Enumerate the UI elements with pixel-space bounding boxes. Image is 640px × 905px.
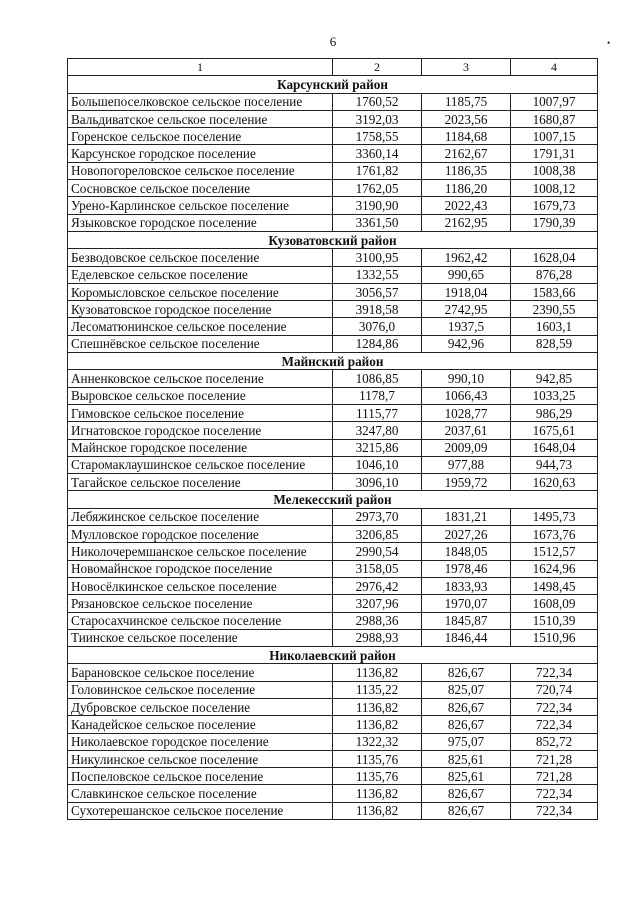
table-row [68,664,598,681]
table-row [68,197,598,214]
table-row [68,612,598,629]
value-col-4: 1603,1 [511,318,598,335]
value-col-4: 986,29 [511,404,598,421]
table-row [68,733,598,750]
table-row [68,716,598,733]
value-col-3: 1028,77 [422,404,511,421]
value-col-2: 1136,82 [333,716,422,733]
value-col-2: 1136,82 [333,664,422,681]
value-col-4: 942,85 [511,370,598,387]
tariff-table [67,58,598,820]
table-row [68,768,598,785]
value-col-4: 1673,76 [511,526,598,543]
district-name: Майнский район [68,353,598,370]
value-col-4: 852,72 [511,733,598,750]
table-row [68,214,598,231]
value-col-4: 1620,63 [511,474,598,491]
value-col-4: 1498,45 [511,577,598,594]
value-col-2: 3360,14 [333,145,422,162]
value-col-3: 1831,21 [422,508,511,525]
value-col-2: 1136,82 [333,802,422,819]
value-col-3: 990,10 [422,370,511,387]
value-col-2: 3190,90 [333,197,422,214]
value-col-4: 1510,96 [511,629,598,646]
value-col-3: 2742,95 [422,301,511,318]
district-name: Николаевский район [68,647,598,664]
settlement-name: Тагайское сельское поселение [68,474,333,491]
value-col-2: 3096,10 [333,474,422,491]
value-col-2: 1178,7 [333,387,422,404]
value-col-3: 826,67 [422,802,511,819]
table-row [68,629,598,646]
settlement-name: Анненковское сельское поселение [68,370,333,387]
table-row [68,750,598,767]
value-col-2: 3192,03 [333,110,422,127]
table-row [68,249,598,266]
settlement-name: Кузоватовское городское поселение [68,301,333,318]
value-col-4: 2390,55 [511,301,598,318]
value-col-2: 3056,57 [333,283,422,300]
value-col-3: 1848,05 [422,543,511,560]
table-row [68,456,598,473]
table-row [68,681,598,698]
value-col-3: 1962,42 [422,249,511,266]
value-col-3: 1846,44 [422,629,511,646]
settlement-name: Николаевское городское поселение [68,733,333,750]
settlement-name: Сухотерешанское сельское поселение [68,802,333,819]
settlement-name: Игнатовское городское поселение [68,422,333,439]
value-col-3: 826,67 [422,698,511,715]
value-col-3: 1845,87 [422,612,511,629]
value-col-3: 1970,07 [422,595,511,612]
settlement-name: Мулловское городское поселение [68,526,333,543]
value-col-3: 826,67 [422,785,511,802]
value-col-3: 2162,67 [422,145,511,162]
value-col-2: 3076,0 [333,318,422,335]
value-col-2: 3215,86 [333,439,422,456]
settlement-name: Николочеремшанское сельское поселение [68,543,333,560]
district-name: Карсунский район [68,76,598,93]
settlement-name: Тиинское сельское поселение [68,629,333,646]
table-row [68,543,598,560]
table-row [68,266,598,283]
value-col-4: 1648,04 [511,439,598,456]
settlement-name: Сосновское сельское поселение [68,180,333,197]
value-col-3: 975,07 [422,733,511,750]
value-col-2: 2973,70 [333,508,422,525]
value-col-4: 1008,12 [511,180,598,197]
value-col-3: 977,88 [422,456,511,473]
settlement-name: Славкинское сельское поселение [68,785,333,802]
settlement-name: Рязановское сельское поселение [68,595,333,612]
settlement-name: Старосахчинское сельское поселение [68,612,333,629]
value-col-4: 722,34 [511,716,598,733]
column-header: 4 [511,59,598,76]
settlement-name: Безводовское сельское поселение [68,249,333,266]
table-row [68,387,598,404]
settlement-name: Канадейское сельское поселение [68,716,333,733]
value-col-2: 1322,32 [333,733,422,750]
value-col-4: 1583,66 [511,283,598,300]
value-col-3: 2027,26 [422,526,511,543]
value-col-3: 2162,95 [422,214,511,231]
settlement-name: Вальдиватское сельское поселение [68,110,333,127]
value-col-2: 1136,82 [333,698,422,715]
settlement-name: Гимовское сельское поселение [68,404,333,421]
table-row [68,595,598,612]
value-col-3: 826,67 [422,716,511,733]
district-header-row [68,491,598,508]
value-col-3: 1918,04 [422,283,511,300]
value-col-2: 3918,58 [333,301,422,318]
value-col-4: 1624,96 [511,560,598,577]
value-col-4: 1512,57 [511,543,598,560]
settlement-name: Дубровское сельское поселение [68,698,333,715]
value-col-4: 1510,39 [511,612,598,629]
corner-mark: • [607,38,611,48]
value-col-2: 2988,93 [333,629,422,646]
settlement-name: Урено-Карлинское сельское поселение [68,197,333,214]
value-col-4: 1790,39 [511,214,598,231]
table-row [68,283,598,300]
value-col-3: 1185,75 [422,93,511,110]
value-col-2: 2988,36 [333,612,422,629]
value-col-3: 942,96 [422,335,511,352]
value-col-4: 1628,04 [511,249,598,266]
settlement-name: Языковское городское поселение [68,214,333,231]
settlement-name: Головинское сельское поселение [68,681,333,698]
settlement-name: Старомаклаушинское сельское поселение [68,456,333,473]
value-col-4: 1675,61 [511,422,598,439]
page-number: 6 [329,34,337,49]
header-row [68,59,598,76]
table-row [68,162,598,179]
value-col-3: 825,61 [422,768,511,785]
value-col-3: 2037,61 [422,422,511,439]
value-col-2: 3207,96 [333,595,422,612]
district-header-row [68,231,598,248]
settlement-name: Новосёлкинское сельское поселение [68,577,333,594]
value-col-2: 1761,82 [333,162,422,179]
column-header: 1 [68,59,333,76]
value-col-4: 1008,38 [511,162,598,179]
district-name: Кузоватовский район [68,231,598,248]
value-col-4: 876,28 [511,266,598,283]
table-row [68,110,598,127]
value-col-4: 944,73 [511,456,598,473]
table-row [68,422,598,439]
value-col-2: 2990,54 [333,543,422,560]
table-row [68,802,598,819]
settlement-name: Лесоматюнинское сельское поселение [68,318,333,335]
district-header-row [68,353,598,370]
value-col-4: 1608,09 [511,595,598,612]
table-row [68,785,598,802]
table-row [68,698,598,715]
settlement-name: Спешнёвское сельское поселение [68,335,333,352]
settlement-name: Еделевское сельское поселение [68,266,333,283]
value-col-4: 1033,25 [511,387,598,404]
settlement-name: Выровское сельское поселение [68,387,333,404]
table-row [68,526,598,543]
table-row [68,128,598,145]
value-col-2: 3206,85 [333,526,422,543]
value-col-3: 1833,93 [422,577,511,594]
district-name: Мелекесский район [68,491,598,508]
value-col-2: 1136,82 [333,785,422,802]
value-col-2: 1135,22 [333,681,422,698]
settlement-name: Майнское городское поселение [68,439,333,456]
settlement-name: Барановское сельское поселение [68,664,333,681]
value-col-3: 990,65 [422,266,511,283]
value-col-2: 1284,86 [333,335,422,352]
value-col-4: 828,59 [511,335,598,352]
value-col-2: 3100,95 [333,249,422,266]
value-col-3: 2009,09 [422,439,511,456]
settlement-name: Карсунское городское поселение [68,145,333,162]
table-row [68,474,598,491]
value-col-3: 1184,68 [422,128,511,145]
value-col-3: 826,67 [422,664,511,681]
table-row [68,93,598,110]
value-col-4: 721,28 [511,768,598,785]
value-col-4: 722,34 [511,785,598,802]
value-col-2: 1115,77 [333,404,422,421]
value-col-4: 1791,31 [511,145,598,162]
value-col-2: 1760,52 [333,93,422,110]
table-row [68,404,598,421]
value-col-3: 825,61 [422,750,511,767]
value-col-3: 2023,56 [422,110,511,127]
table-row [68,335,598,352]
value-col-2: 1758,55 [333,128,422,145]
table-row [68,301,598,318]
value-col-2: 2976,42 [333,577,422,594]
value-col-4: 720,74 [511,681,598,698]
value-col-4: 721,28 [511,750,598,767]
settlement-name: Лебяжинское сельское поселение [68,508,333,525]
column-header: 3 [422,59,511,76]
table-row [68,318,598,335]
value-col-3: 1066,43 [422,387,511,404]
value-col-3: 825,07 [422,681,511,698]
value-col-4: 1007,15 [511,128,598,145]
settlement-name: Горенское сельское поселение [68,128,333,145]
value-col-2: 3158,05 [333,560,422,577]
value-col-3: 1186,35 [422,162,511,179]
district-header-row [68,647,598,664]
table-body [68,59,598,820]
value-col-2: 1046,10 [333,456,422,473]
settlement-name: Новопогореловское сельское поселение [68,162,333,179]
settlement-name: Большепоселковское сельское поселение [68,93,333,110]
value-col-4: 1679,73 [511,197,598,214]
value-col-4: 722,34 [511,664,598,681]
value-col-2: 1762,05 [333,180,422,197]
table-row [68,180,598,197]
table-row [68,577,598,594]
value-col-4: 1680,87 [511,110,598,127]
value-col-4: 1007,97 [511,93,598,110]
value-col-2: 1332,55 [333,266,422,283]
value-col-4: 1495,73 [511,508,598,525]
table-row [68,370,598,387]
value-col-3: 1978,46 [422,560,511,577]
table-row [68,560,598,577]
settlement-name: Поспеловское сельское поселение [68,768,333,785]
value-col-3: 1959,72 [422,474,511,491]
value-col-4: 722,34 [511,698,598,715]
district-header-row [68,76,598,93]
table-row [68,508,598,525]
column-header: 2 [333,59,422,76]
value-col-2: 1135,76 [333,768,422,785]
value-col-2: 1135,76 [333,750,422,767]
value-col-3: 1186,20 [422,180,511,197]
table-row [68,145,598,162]
table-row [68,439,598,456]
settlement-name: Никулинское сельское поселение [68,750,333,767]
settlement-name: Коромысловское сельское поселение [68,283,333,300]
settlement-name: Новомайнское городское поселение [68,560,333,577]
value-col-3: 2022,43 [422,197,511,214]
value-col-2: 3247,80 [333,422,422,439]
value-col-2: 3361,50 [333,214,422,231]
value-col-2: 1086,85 [333,370,422,387]
value-col-4: 722,34 [511,802,598,819]
value-col-3: 1937,5 [422,318,511,335]
